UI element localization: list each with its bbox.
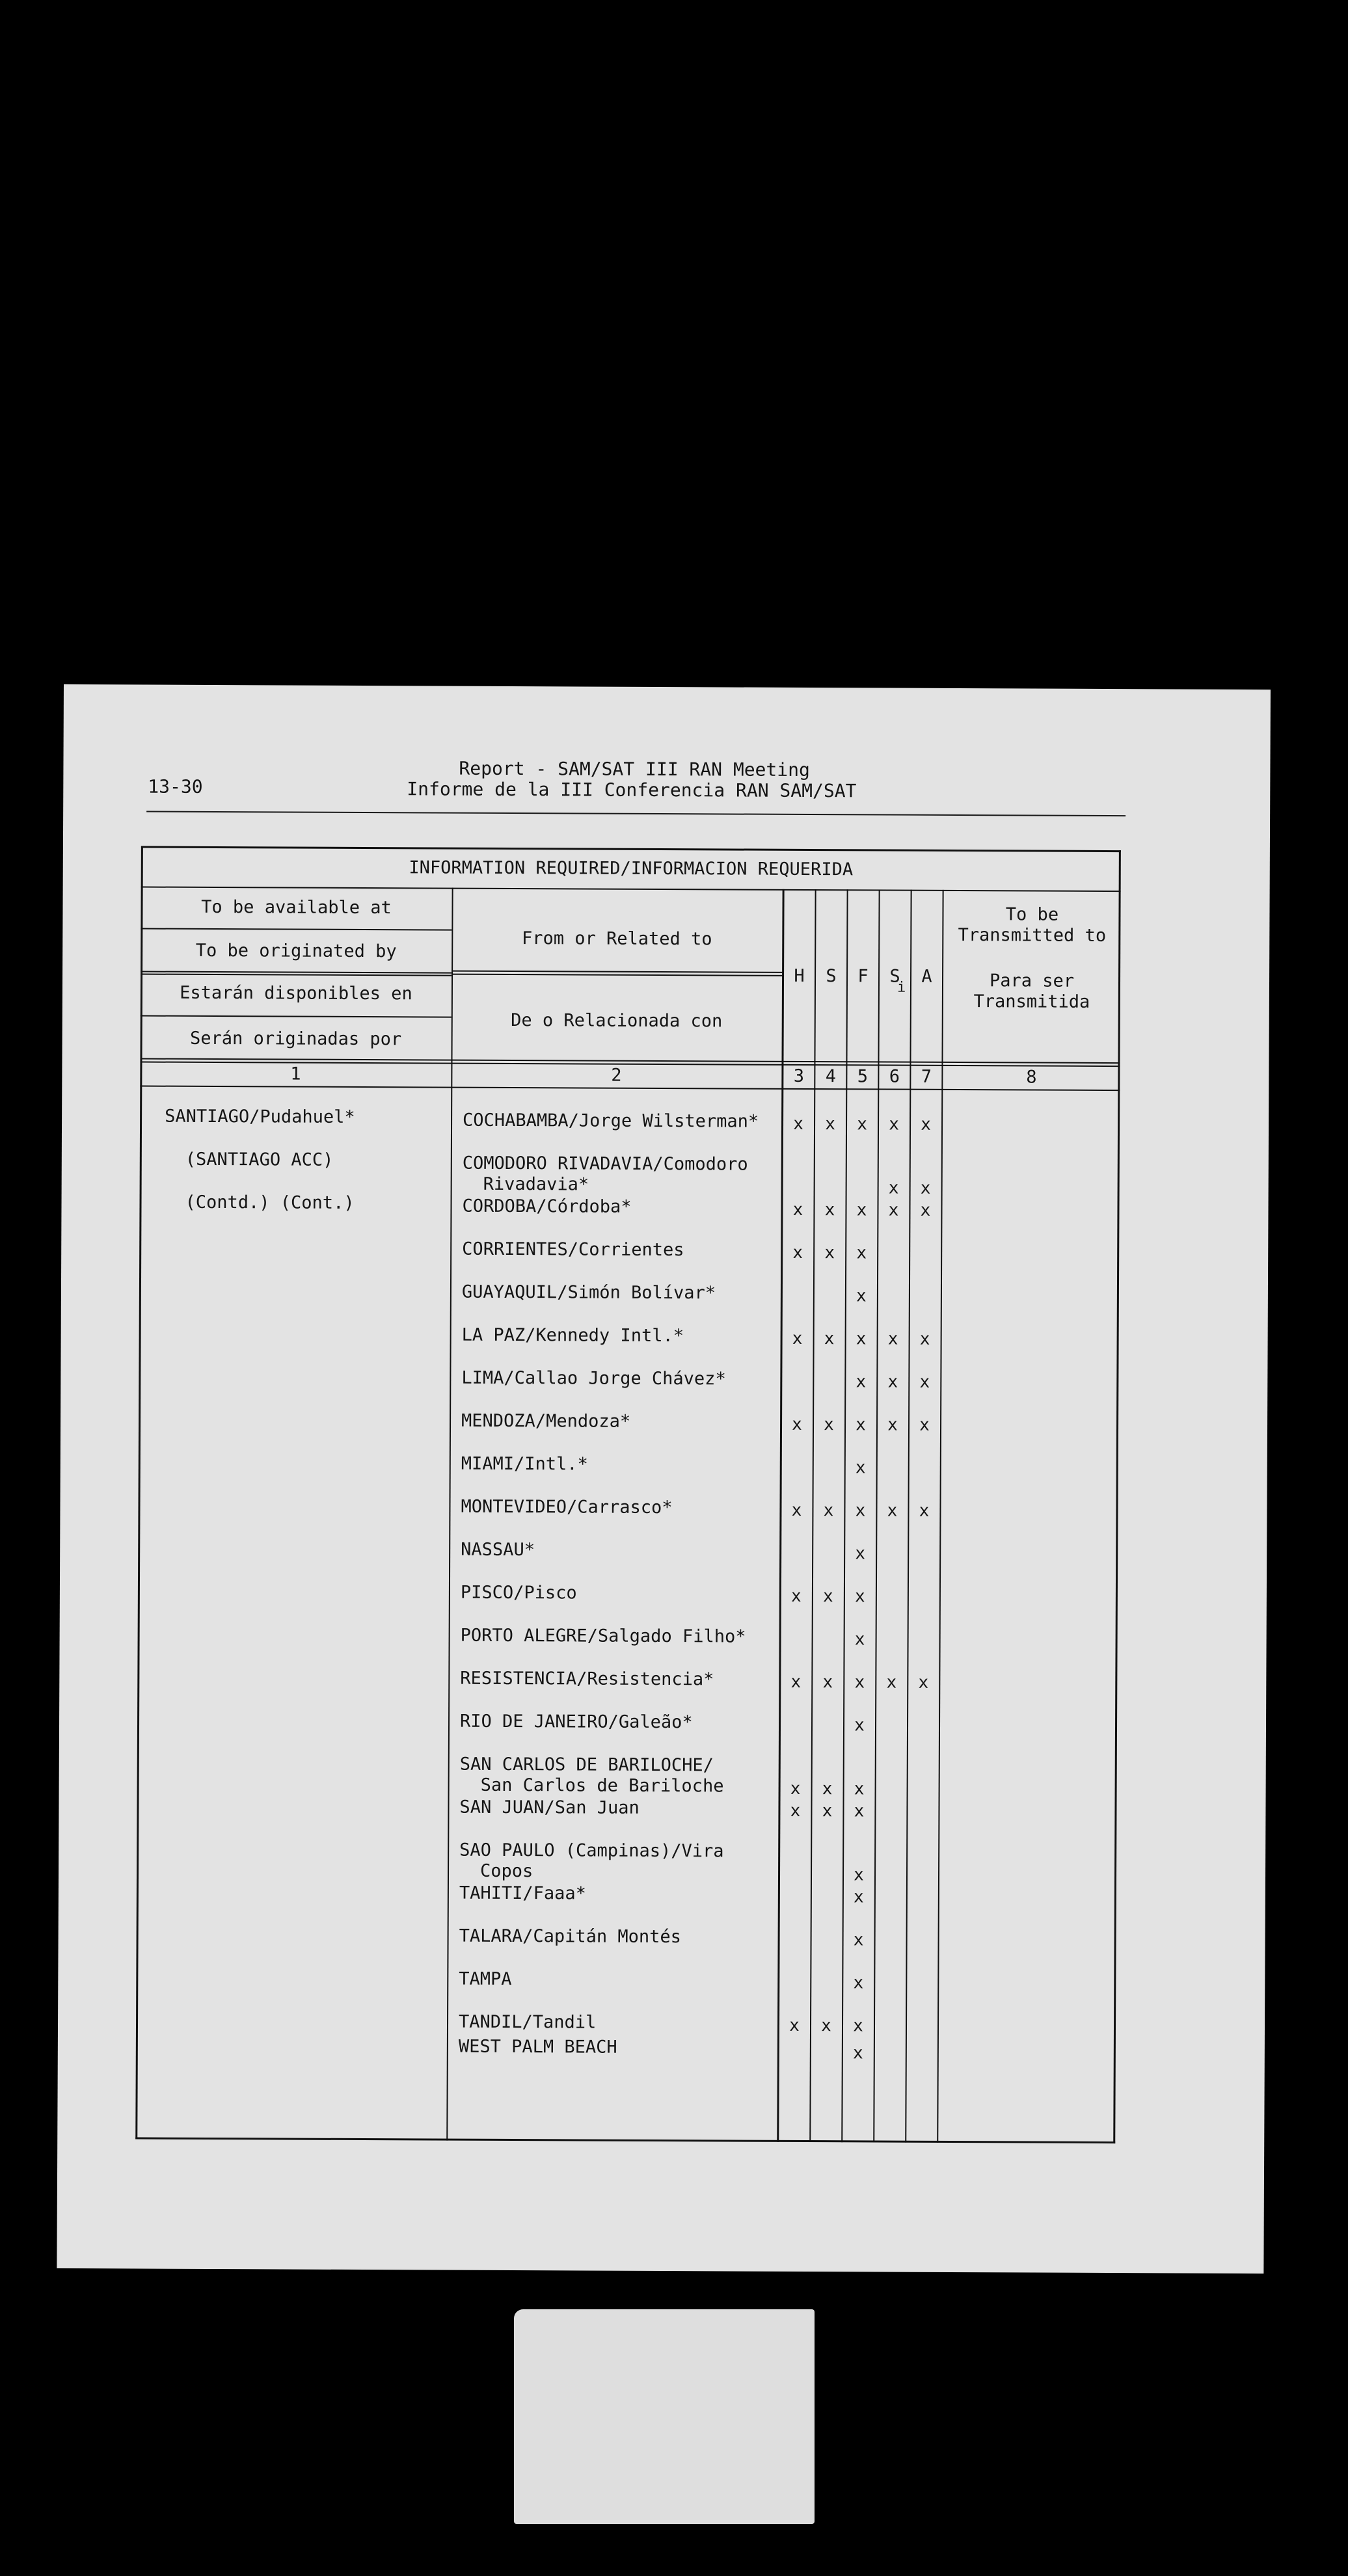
table-row-destination: LA PAZ/Kennedy Intl.*	[461, 1324, 684, 1347]
table-row-destination: RIO DE JANEIRO/Galeão*	[459, 1711, 693, 1733]
table-row-mark: x	[919, 1501, 930, 1521]
rule-title	[141, 887, 1121, 892]
table-row-mark: x	[919, 1415, 930, 1435]
table-row-destination: NASSAU*	[461, 1539, 535, 1561]
table-row-mark: x	[920, 1200, 931, 1220]
table-row-mark: x	[825, 1114, 835, 1134]
document-page	[57, 684, 1271, 2274]
column-number-2: 2	[611, 1065, 622, 1086]
col2-header-es: De o Relacionada con	[511, 1010, 723, 1032]
table-row-destination: TANDIL/Tandil	[458, 2011, 597, 2033]
table-row-destination: SAN CARLOS DE BARILOCHE/	[459, 1754, 714, 1776]
table-row-mark: x	[822, 1672, 833, 1693]
table-row-mark: x	[888, 1200, 899, 1220]
flag-header-a: A	[921, 966, 932, 987]
table-row-mark: x	[920, 1178, 931, 1198]
table-row-mark: x	[854, 1715, 865, 1736]
table-row-mark: x	[918, 1672, 929, 1693]
col1-header-available: To be available at	[201, 896, 392, 919]
table-row-mark: x	[822, 1587, 833, 1607]
column-number-3: 3	[793, 1066, 805, 1086]
table-border-bottom	[135, 2138, 1115, 2144]
origin-continued: (Contd.) (Cont.)	[185, 1192, 355, 1213]
information-table	[135, 846, 1121, 2144]
table-row-mark: x	[854, 1801, 865, 1821]
table-border-right	[1113, 850, 1121, 2143]
flag-header-h: H	[794, 965, 805, 986]
rule-col2-b	[452, 974, 783, 976]
table-row-mark: x	[856, 1329, 867, 1349]
col1-header-originated: To be originated by	[195, 940, 397, 962]
table-row-mark: x	[919, 1329, 930, 1349]
table-row-destination: GUAYAQUIL/Simón Bolívar*	[461, 1281, 716, 1304]
table-row-mark: x	[856, 1415, 866, 1435]
table-row-destination: TALARA/Capitán Montés	[459, 1925, 682, 1948]
table-row-mark: x	[854, 1587, 865, 1607]
table-row-mark: x	[854, 1672, 865, 1693]
flag-header-f: F	[857, 966, 869, 987]
table-row-mark: x	[855, 1458, 866, 1478]
table-title: INFORMATION REQUIRED/INFORMACION REQUERIDA	[409, 857, 854, 880]
rule-col2-a	[452, 971, 783, 973]
col2-header-en: From or Related to	[521, 928, 712, 950]
table-row-mark: x	[887, 1501, 898, 1521]
table-row-mark: x	[921, 1114, 931, 1134]
flag-header-si: S	[889, 966, 900, 987]
flag-header-si-subscript: i	[896, 979, 906, 996]
table-row-mark: x	[854, 1865, 864, 1885]
table-row-mark: x	[854, 1630, 865, 1650]
column-number-7: 7	[921, 1066, 932, 1087]
table-row-mark: x	[824, 1415, 834, 1435]
table-row-mark: x	[887, 1329, 898, 1349]
table-row-mark: x	[789, 2015, 800, 2035]
col8-header-en-2: Transmitted to	[958, 925, 1107, 946]
table-row-mark: x	[791, 1500, 802, 1520]
table-row-mark: x	[792, 1328, 803, 1348]
table-row-mark: x	[821, 2016, 831, 2036]
table-row-destination: PISCO/Pisco	[460, 1582, 577, 1603]
table-row-mark: x	[822, 1801, 833, 1821]
header-rule	[146, 811, 1126, 817]
attached-slip	[514, 2309, 815, 2524]
table-row-mark: x	[853, 2016, 863, 2036]
flag-header-s: S	[826, 966, 837, 987]
table-row-mark: x	[790, 1672, 802, 1692]
table-row-destination: PORTO ALEGRE/Salgado Filho*	[460, 1625, 746, 1647]
table-row-mark: x	[887, 1372, 898, 1392]
table-row-mark: x	[790, 1778, 801, 1799]
col8-header-es-1: Para ser	[989, 971, 1075, 991]
table-row-mark: x	[824, 1243, 835, 1263]
table-row-destination: TAMPA	[459, 1968, 512, 1990]
table-row-mark: x	[856, 1372, 867, 1392]
table-row-destination-cont: Copos	[479, 1860, 533, 1882]
col8-header-en-1: To be	[1005, 904, 1059, 925]
table-row-mark: x	[856, 1243, 867, 1263]
table-row-mark: x	[792, 1414, 802, 1434]
table-row-destination: SAO PAULO (Campinas)/Vira	[459, 1840, 724, 1862]
table-row-mark: x	[793, 1114, 803, 1134]
table-row-mark: x	[886, 1672, 897, 1693]
column-number-1: 1	[290, 1064, 301, 1084]
page-number: 13-30	[148, 775, 203, 798]
header-title: Report - SAM/SAT III RAN Meeting	[459, 757, 810, 781]
table-row-mark: x	[824, 1329, 835, 1349]
column-number-8: 8	[1026, 1067, 1037, 1088]
table-border-top	[141, 846, 1121, 853]
table-row-destination: CORDOBA/Córdoba*	[462, 1196, 632, 1217]
table-row-mark: x	[853, 1973, 864, 1993]
table-row-mark: x	[889, 1114, 899, 1134]
table-row-mark: x	[792, 1200, 803, 1220]
rule-col1-a	[141, 928, 452, 931]
table-row-destination: LIMA/Callao Jorge Chávez*	[461, 1367, 726, 1389]
table-row-mark: x	[792, 1242, 803, 1263]
table-row-destination: MIAMI/Intl.*	[461, 1453, 588, 1475]
table-row-mark: x	[919, 1372, 930, 1392]
rule-col1-b2	[141, 974, 452, 976]
table-row-destination: MONTEVIDEO/Carrasco*	[461, 1496, 673, 1518]
table-row-mark: x	[853, 1930, 864, 1950]
table-row-destination: SAN JUAN/San Juan	[459, 1797, 640, 1818]
table-row-mark: x	[855, 1501, 866, 1521]
table-row-destination: MENDOZA/Mendoza*	[461, 1410, 631, 1432]
table-row-mark: x	[887, 1415, 898, 1435]
table-row-mark: x	[823, 1501, 834, 1521]
table-row-mark: x	[824, 1200, 835, 1220]
table-row-mark: x	[888, 1178, 899, 1198]
header-subtitle: Informe de la III Conferencia RAN SAM/SAT	[407, 778, 857, 802]
col1-header-originadas: Serán originadas por	[189, 1028, 402, 1050]
column-number-6: 6	[889, 1066, 900, 1087]
table-row-destination: COMODORO RIVADAVIA/Comodoro	[462, 1153, 748, 1175]
table-row-destination: RESISTENCIA/Resistencia*	[460, 1668, 714, 1690]
table-row-destination: TAHITI/Faaa*	[459, 1883, 587, 1904]
table-row-destination: CORRIENTES/Corrientes	[462, 1239, 684, 1261]
table-row-mark: x	[853, 1887, 864, 1907]
table-row-mark: x	[791, 1586, 802, 1606]
col8-header-es-2: Transmitida	[973, 991, 1090, 1012]
table-row-destination: COCHABAMBA/Jorge Wilsterman*	[463, 1110, 759, 1132]
col1-header-disponibles: Estarán disponibles en	[180, 982, 412, 1004]
table-row-mark: x	[854, 1779, 865, 1799]
table-row-destination-cont: Rivadavia*	[483, 1174, 589, 1195]
table-row-mark: x	[790, 1801, 801, 1821]
origin-acc: (SANTIAGO ACC)	[185, 1149, 334, 1170]
table-row-mark: x	[856, 1286, 867, 1306]
column-number-5: 5	[857, 1066, 869, 1087]
origin-station: SANTIAGO/Pudahuel*	[165, 1106, 355, 1127]
table-row-mark: x	[852, 2043, 863, 2063]
table-row-mark: x	[822, 1779, 833, 1799]
table-row-mark: x	[857, 1114, 867, 1134]
rule-col1-c	[141, 1015, 452, 1018]
table-row-mark: x	[856, 1200, 867, 1220]
column-number-4: 4	[825, 1066, 837, 1087]
table-row-mark: x	[855, 1544, 866, 1564]
table-row-destination: WEST PALM BEACH	[458, 2036, 617, 2058]
table-row-destination-cont: San Carlos de Bariloche	[480, 1775, 724, 1797]
